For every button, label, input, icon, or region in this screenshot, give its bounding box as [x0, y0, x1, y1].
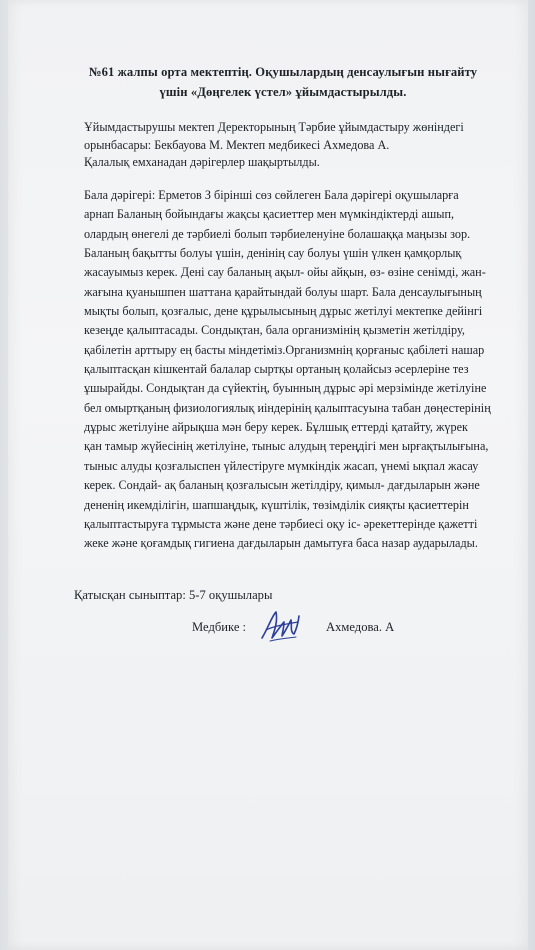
nurse-name: Ахмедова. А: [326, 620, 395, 634]
body-line: тыныс алуды қозғалыспен үйлестіруге мүмкіндік жасап, үнемі ықпал жасау: [84, 458, 479, 473]
body-line: кезеңде қалыптасады. Сондықтан, бала организмінің қызметін жетілдіру,: [84, 323, 465, 338]
body-line: жасауымыз керек. Дені сау баланың ақыл- ойы айқын, өз- өзіне сенімді, жан-: [84, 265, 486, 280]
body-line: Бала дәрігері: Ерметов З бірінші сөз сөйлеген Бала дәрігері оқушыларға: [84, 188, 459, 202]
body-line: ұшырайды. Сондықтан да сүйектің, буынның дұрыс әрі мерзімінде жетілуіне: [84, 381, 487, 396]
body-line: бел омыртқаның физиологиялық иіндерінің қалыптасуына табан дөңестерінің: [84, 400, 491, 415]
body-line: қабілетін арттыру ең басты міндетіміз.Организмнің қорғаныс қабілеті нашар: [84, 342, 485, 357]
participants-line: Қатысқан сыныптар: 5-7 оқушылары: [74, 588, 273, 602]
paper-sheet: [8, 0, 528, 950]
body-line: мықты болып, қозғалыс, дене құрылысының дұрыс жетілуі мектепке дейінгі: [84, 304, 483, 319]
title-line: үшін «Дөңгелек үстел» ұйымдастырылды.: [159, 85, 407, 99]
organizer-line: Ұйымдастырушы мектеп Деректорының Тәрбие ұйымдастыру жөніндегі: [84, 120, 464, 134]
body-line: дененің икемділігін, шапшаңдық, күштілік, төзімділік сияқты қасиеттерін: [84, 497, 469, 512]
body-line: Баланың бақытты болуы үшін, денінің сау болуы үшін үлкен қамқорлық: [84, 246, 462, 261]
title-line: №61 жалпы орта мектептің. Оқушылардың денсаулығын нығайту: [88, 65, 478, 79]
body-line: арнап Баланың бойындағы жақсы қасиеттер мен мүмкіндіктерді ашып,: [84, 207, 455, 222]
body-paragraph: [84, 186, 524, 554]
nurse-label: Медбике :: [192, 620, 247, 634]
body-line: керек. Сондай- ақ баланың қозғалысын жетілдіру, қимыл- дағдыларын және: [84, 478, 480, 493]
organizer-line: орынбасары: Бекбауова М. Мектеп медбикесі Ахмедова А.: [84, 137, 390, 152]
body-line: қалыптасқан кішкентай балалар сыртқы ортаның қолайсыз әсерлеріне тез: [84, 362, 469, 377]
document-title: [68, 62, 498, 102]
organizer-line: Қалалық емханадан дәрігерлер шақыртылды.: [84, 155, 320, 169]
body-line: олардың өнегелі де тәрбиелі болып тәрбиеленуіне болашаққа маңызы зор.: [84, 226, 471, 241]
signature-icon: [258, 608, 304, 644]
body-line: қалыптастыруға тұрмыста және дене тәрбиесі оқу іс- әрекеттерінде қажетті: [84, 516, 478, 531]
body-line: дұрыс жетілуіне айрықша мән беру керек. Бұлшық еттерді қатайту, жүрек: [84, 420, 468, 435]
organizer-block: [84, 119, 524, 172]
body-line: жағына қуанышпен шаттана қарайтындай болуы шарт. Бала денсаулығының: [84, 284, 482, 299]
body-line: жеке және қоғамдық гигиена дағдыларын дамытуға баса назар аударылады.: [84, 536, 478, 551]
body-line: қан тамыр жүйесінің жетілуіне, тыныс алудың тереңдігі мен ырғақтылығына,: [84, 439, 489, 454]
